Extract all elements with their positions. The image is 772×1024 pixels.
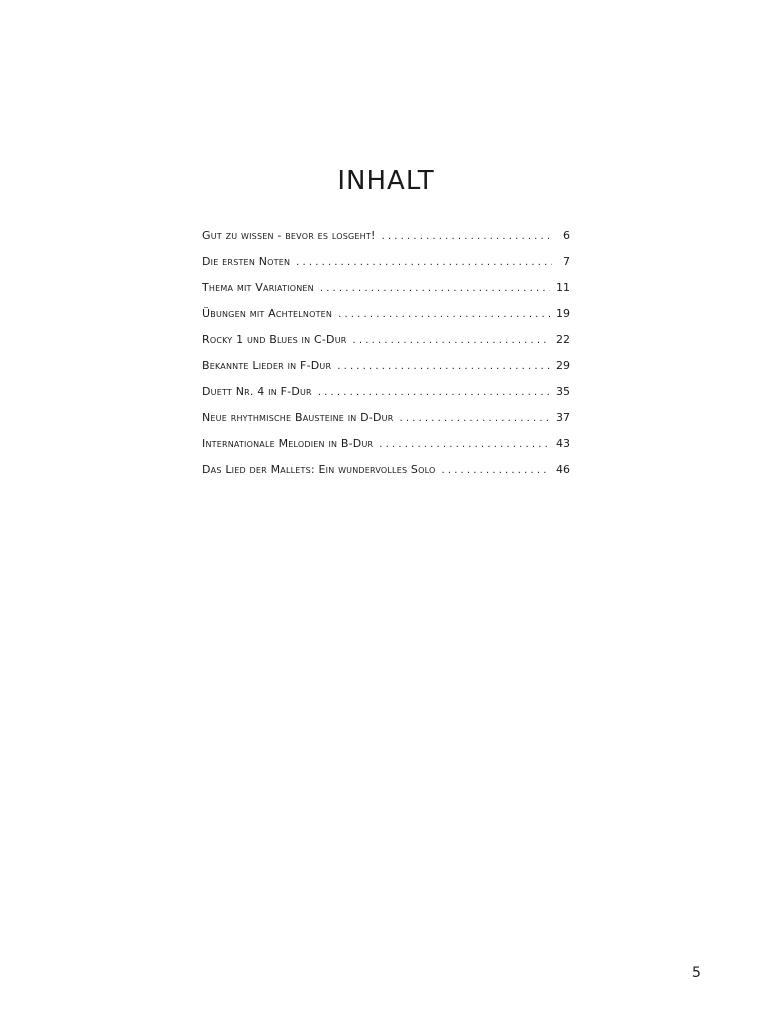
toc-entry	[202, 255, 570, 281]
toc-entry-page: 7	[563, 255, 570, 268]
toc-entry	[202, 307, 570, 333]
toc-entry-title: Übungen mit Achtelnoten	[202, 307, 333, 320]
toc-entry	[202, 463, 570, 489]
toc-entry-title: Internationale Melodien in B-Dur	[202, 437, 374, 450]
toc-entry-title: Das Lied der Mallets: Ein wundervolles Solo	[202, 463, 436, 476]
page-number: 5	[692, 965, 701, 981]
toc-entry-page: 46	[556, 463, 570, 476]
page-title: INHALT	[337, 166, 435, 196]
toc-entry	[202, 359, 570, 385]
dot-leader	[353, 335, 550, 346]
toc-entry-title: Neue rhythmische Bausteine in D-Dur	[202, 411, 394, 424]
dot-leader	[382, 231, 552, 242]
toc-entry-title: Gut zu wissen - bevor es losgeht!	[202, 229, 376, 242]
toc-entry	[202, 411, 570, 437]
dot-leader	[320, 283, 550, 294]
dot-leader	[338, 309, 550, 320]
toc-entry	[202, 229, 570, 255]
dot-leader	[318, 387, 550, 398]
toc-entry-title: Duett Nr. 4 in F-Dur	[202, 385, 312, 398]
dot-leader	[400, 413, 551, 424]
toc-entry-page: 37	[556, 411, 570, 424]
dot-leader	[379, 439, 550, 450]
toc-entry-page: 22	[556, 333, 570, 346]
dot-leader	[441, 465, 550, 476]
toc-entry-title: Die ersten Noten	[202, 255, 291, 268]
toc-entry-page: 35	[556, 385, 570, 398]
toc-entry-page: 19	[556, 307, 570, 320]
toc-entry-title: Rocky 1 und Blues in C-Dur	[202, 333, 347, 346]
toc-entry-page: 11	[556, 281, 570, 294]
dot-leader	[296, 257, 552, 268]
toc-entry	[202, 437, 570, 463]
toc-entry	[202, 281, 570, 307]
toc-entry	[202, 333, 570, 359]
toc-entry-page: 29	[556, 359, 570, 372]
toc-entry-title: Thema mit Variationen	[202, 281, 314, 294]
toc-entry-title: Bekannte Lieder in F-Dur	[202, 359, 332, 372]
toc-entry-page: 43	[556, 437, 570, 450]
dot-leader	[337, 361, 550, 372]
toc-entry-page: 6	[563, 229, 570, 242]
table-of-contents	[202, 229, 570, 489]
toc-entry	[202, 385, 570, 411]
